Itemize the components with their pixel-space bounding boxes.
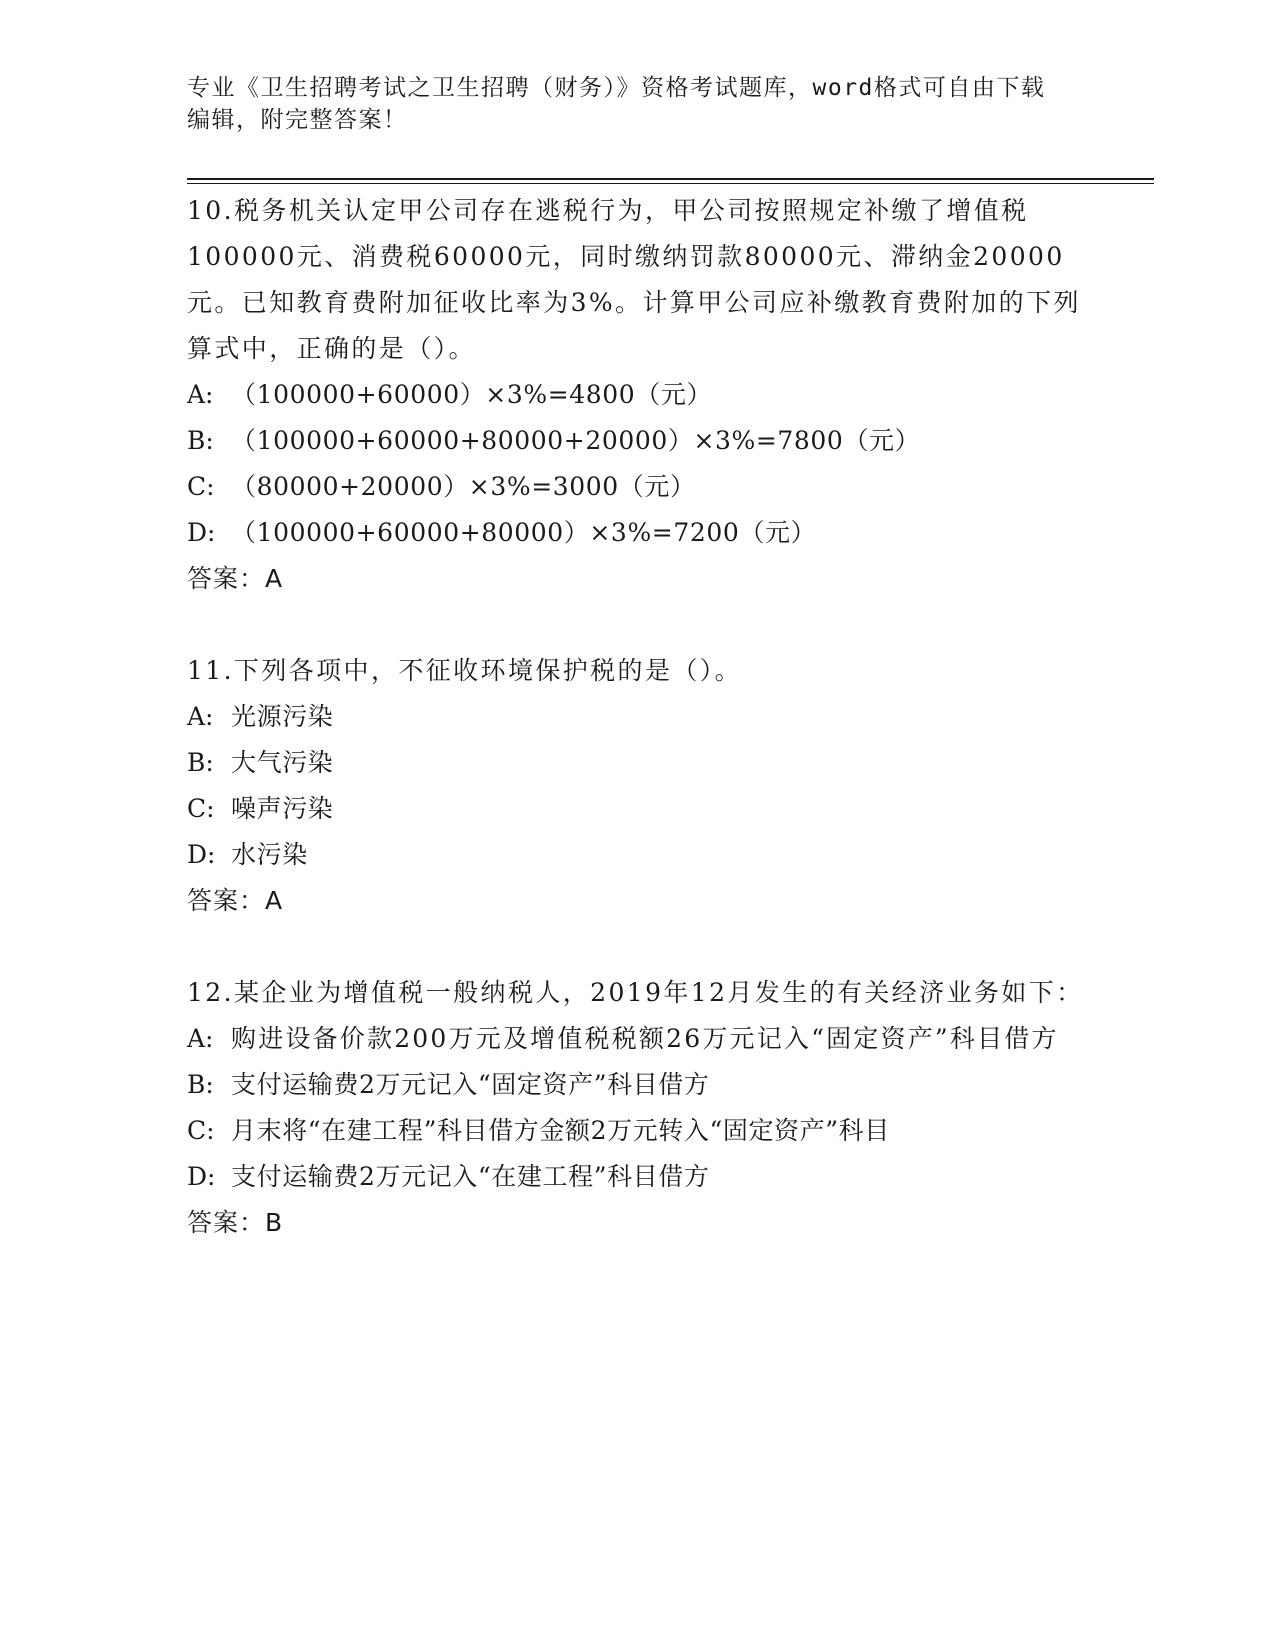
- question-stem: 11.下列各项中，不征收环境保护税的是（）。: [187, 656, 743, 685]
- option-key: D:: [187, 518, 216, 547]
- option-text: 月末将“在建工程”科目借方金额2万元转入“固定资产”科目: [231, 1116, 890, 1145]
- option-key: D:: [187, 1162, 216, 1191]
- option-text: （100000+60000+80000）×3%=7200（元）: [231, 518, 817, 547]
- answer-line: 答案：B: [187, 1208, 284, 1237]
- option-d: [187, 510, 1087, 556]
- question-list: [187, 188, 1087, 1292]
- question-10: [187, 188, 1087, 602]
- option-text: （100000+60000）×3%=4800（元）: [231, 380, 713, 409]
- option-key: B:: [187, 748, 214, 777]
- option-key: B:: [187, 426, 214, 455]
- document-header: [187, 72, 1087, 136]
- option-key: D:: [187, 840, 216, 869]
- answer-line: 答案：A: [187, 564, 284, 593]
- question-12: [187, 970, 1087, 1246]
- option-key: B:: [187, 1070, 214, 1099]
- option-key: A:: [187, 380, 214, 409]
- option-text: （80000+20000）×3%=3000（元）: [231, 472, 696, 501]
- option-c: [187, 786, 1087, 832]
- question-stem: 12.某企业为增值税一般纳税人，2019年12月发生的有关经济业务如下：: [187, 978, 1084, 1007]
- option-key: C:: [187, 1116, 215, 1145]
- header-line-1: 专业《卫生招聘考试之卫生招聘（财务）》资格考试题库，word格式可自由下载: [187, 75, 1046, 101]
- header-divider-thick: [187, 178, 1154, 180]
- option-text: 购进设备价款200万元及增值税税额26万元记入“固定资产”科目借方: [231, 1024, 1059, 1053]
- option-d: [187, 1154, 1087, 1200]
- option-d: [187, 832, 1087, 878]
- option-text: 噪声污染: [231, 794, 334, 823]
- option-b: [187, 740, 1087, 786]
- option-text: 支付运输费2万元记入“在建工程”科目借方: [231, 1162, 710, 1191]
- option-c: [187, 1108, 1087, 1154]
- option-b: [187, 1062, 1087, 1108]
- option-key: C:: [187, 472, 215, 501]
- option-text: 光源污染: [231, 702, 334, 731]
- question-stem: 10.税务机关认定甲公司存在逃税行为，甲公司按照规定补缴了增值税100000元、消费税60000元，同时缴纳罚款80000元、滞纳金20000元。已知教育费附加征收比率为3%。计算甲公司应补缴教育费附加的下列算式中，正确的是（）。: [187, 196, 1081, 363]
- header-divider-thin: [187, 183, 1154, 184]
- question-11: [187, 648, 1087, 924]
- option-key: C:: [187, 794, 215, 823]
- option-text: 支付运输费2万元记入“固定资产”科目借方: [231, 1070, 710, 1099]
- option-a: [187, 694, 1087, 740]
- option-key: A:: [187, 702, 214, 731]
- option-b: [187, 418, 1087, 464]
- option-key: A:: [187, 1024, 214, 1053]
- option-a: [187, 1016, 1087, 1062]
- header-line-2: 编辑，附完整答案！: [187, 107, 408, 133]
- option-text: 大气污染: [231, 748, 334, 777]
- option-a: [187, 372, 1087, 418]
- option-text: 水污染: [231, 840, 308, 869]
- answer-line: 答案：A: [187, 886, 284, 915]
- option-c: [187, 464, 1087, 510]
- option-text: （100000+60000+80000+20000）×3%=7800（元）: [231, 426, 921, 455]
